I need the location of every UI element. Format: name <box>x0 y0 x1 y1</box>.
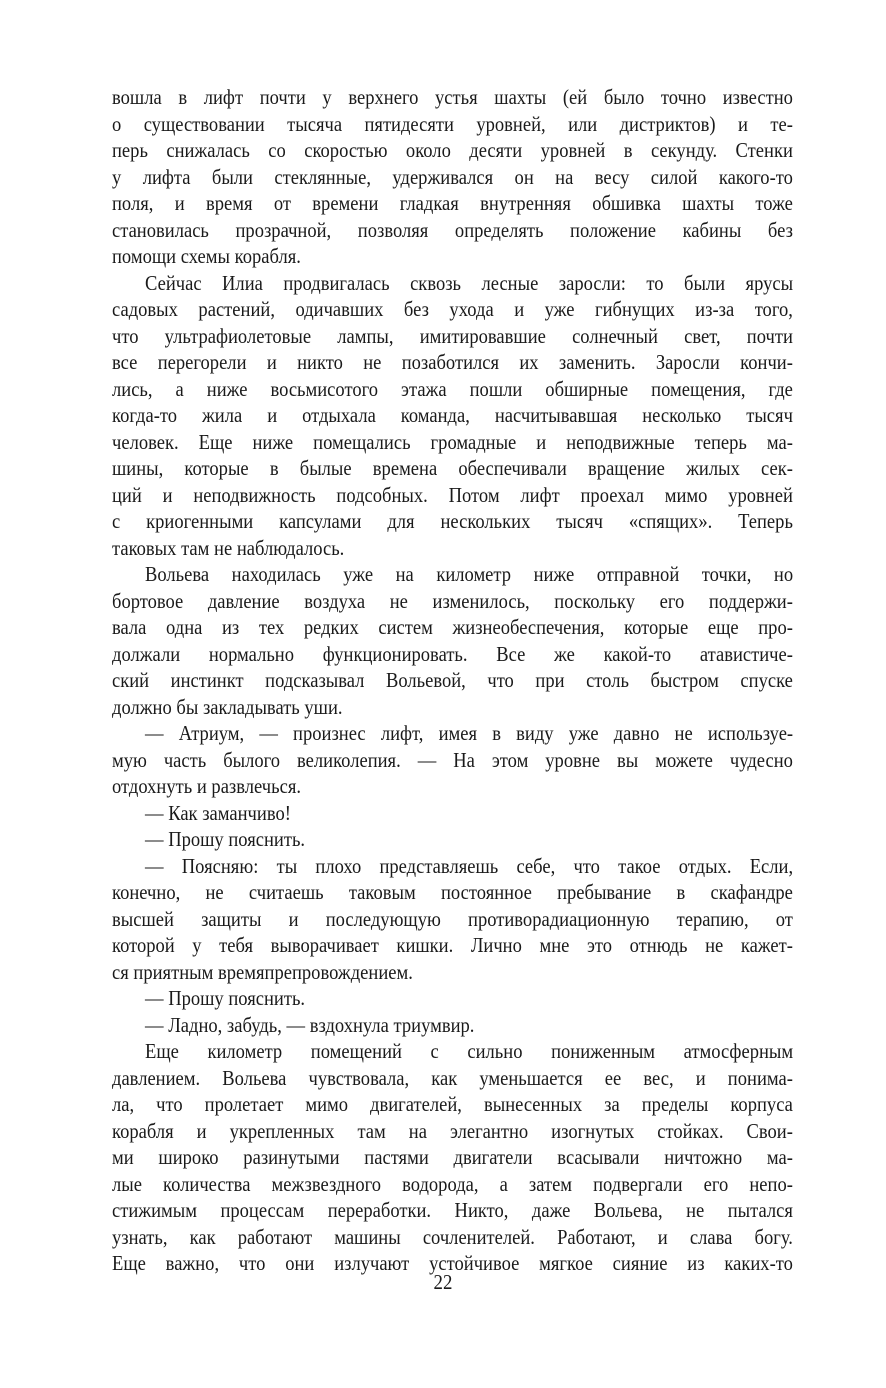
text-line: ский инстинкт подсказывал Вольевой, что при столь быстром спуске <box>112 668 793 692</box>
text-line: лись, а ниже восьмисотого этажа пошли обширные помещения, где <box>112 376 793 401</box>
text-line: бортовое давление воздуха не изменилось, поскольку его поддержи- <box>112 588 793 613</box>
text-line: должно бы закладывать уши. <box>112 694 343 719</box>
text-line: становилась прозрачной, позволяя определять положение кабины без <box>112 217 793 242</box>
text-line: ся приятным времяпрепровождением. <box>112 959 413 984</box>
text-line: Еще важно, что они излучают устойчивое мягкое сияние из каких-то <box>112 1251 793 1275</box>
text-line: — Прошу пояснить. <box>145 986 306 1010</box>
text-line: Сейчас Илиа продвигалась сквозь лесные заросли: то были ярусы <box>145 270 794 295</box>
text-line: человек. Еще ниже помещались громадные и неподвижные теперь ма- <box>112 429 793 454</box>
text-line: у лифта были стеклянные, удерживался он на весу силой какого-то <box>112 164 793 189</box>
text-line: ми широко разинутыми пастями двигатели всасывали ничтожно ма- <box>112 1145 793 1169</box>
text-line: — Поясняю: ты плохо представляешь себе, что такое отдых. Если, <box>145 853 794 878</box>
text-line: все перегорели и никто не позаботился их заменить. Заросли кончи- <box>112 350 793 374</box>
text-line: садовых растений, одичавших без ухода и уже гибнущих из-за того, <box>112 297 793 321</box>
text-line: вала одна из тех редких систем жизнеобеспечения, которые еще про- <box>112 615 793 639</box>
text-line: помощи схемы корабля. <box>112 244 301 268</box>
text-line: отдохнуть и развлечься. <box>112 774 302 798</box>
text-line: стижимым процессам переработки. Никто, даже Вольева, не пытался <box>112 1198 793 1222</box>
text-line: перь снижалась со скоростью около десяти уровней в секунду. Стенки <box>112 138 793 162</box>
text-line: ций и неподвижность подсобных. Потом лифт проехал мимо уровней <box>112 482 793 507</box>
text-line: мую часть былого великолепия. — На этом уровне вы можете чудесно <box>112 747 793 772</box>
text-line: о существовании тысяча пятидесяти уровней, или дистриктов) и те- <box>112 111 793 136</box>
text-line: давлением. Вольева чувствовала, как уменьшается ее вес, и понима- <box>112 1065 793 1090</box>
text-line: — Как заманчиво! <box>145 800 291 825</box>
page-number: 22 <box>433 1270 453 1294</box>
text-line: — Атриум, — произнес лифт, имея в виду уже давно не используе- <box>145 721 794 745</box>
text-line: высшей защиты и последующую противорадиационную терапию, от <box>112 906 793 931</box>
text-line: узнать, как работают машины сочленителей. Работают, и слава богу. <box>112 1224 793 1249</box>
text-line: таковых там не наблюдалось. <box>112 535 345 560</box>
text-line: конечно, не считаешь таковым постоянное пребывание в скафандре <box>112 880 793 904</box>
text-line: корабля и укрепленных там на элегантно изогнутых стойках. Свои- <box>112 1118 793 1143</box>
text-line: шины, которые в былые времена обеспечивали вращение жилых сек- <box>112 456 793 480</box>
text-line: вошла в лифт почти у верхнего устья шахты (ей было точно известно <box>112 85 793 109</box>
text-line: ла, что пролетает мимо двигателей, вынесенных за пределы корпуса <box>112 1092 793 1116</box>
text-line: поля, и время от времени гладкая внутренняя обшивка шахты тоже <box>112 191 793 215</box>
text-line: — Прошу пояснить. <box>145 827 306 851</box>
text-line: которой у тебя выворачивает кишки. Лично мне это отнюдь не кажет- <box>112 933 793 957</box>
text-line: — Ладно, забудь, — вздохнула триумвир. <box>145 1012 475 1037</box>
text-line: лые количества межзвездного водорода, а затем подвергали его непо- <box>112 1171 793 1196</box>
text-line: Еще километр помещений с сильно пониженным атмосферным <box>145 1039 794 1063</box>
text-line: что ультрафиолетовые лампы, имитировавшие солнечный свет, почти <box>112 323 793 348</box>
text-line: Вольева находилась уже на километр ниже отправной точки, но <box>145 562 794 586</box>
text-line: с криогенными капсулами для нескольких тысяч «спящих». Теперь <box>112 509 793 533</box>
text-line: должали нормально функционировать. Все же какой-то атавистиче- <box>112 641 793 666</box>
text-line: когда-то жила и отдыхала команда, насчитывавшая несколько тысяч <box>112 403 793 427</box>
